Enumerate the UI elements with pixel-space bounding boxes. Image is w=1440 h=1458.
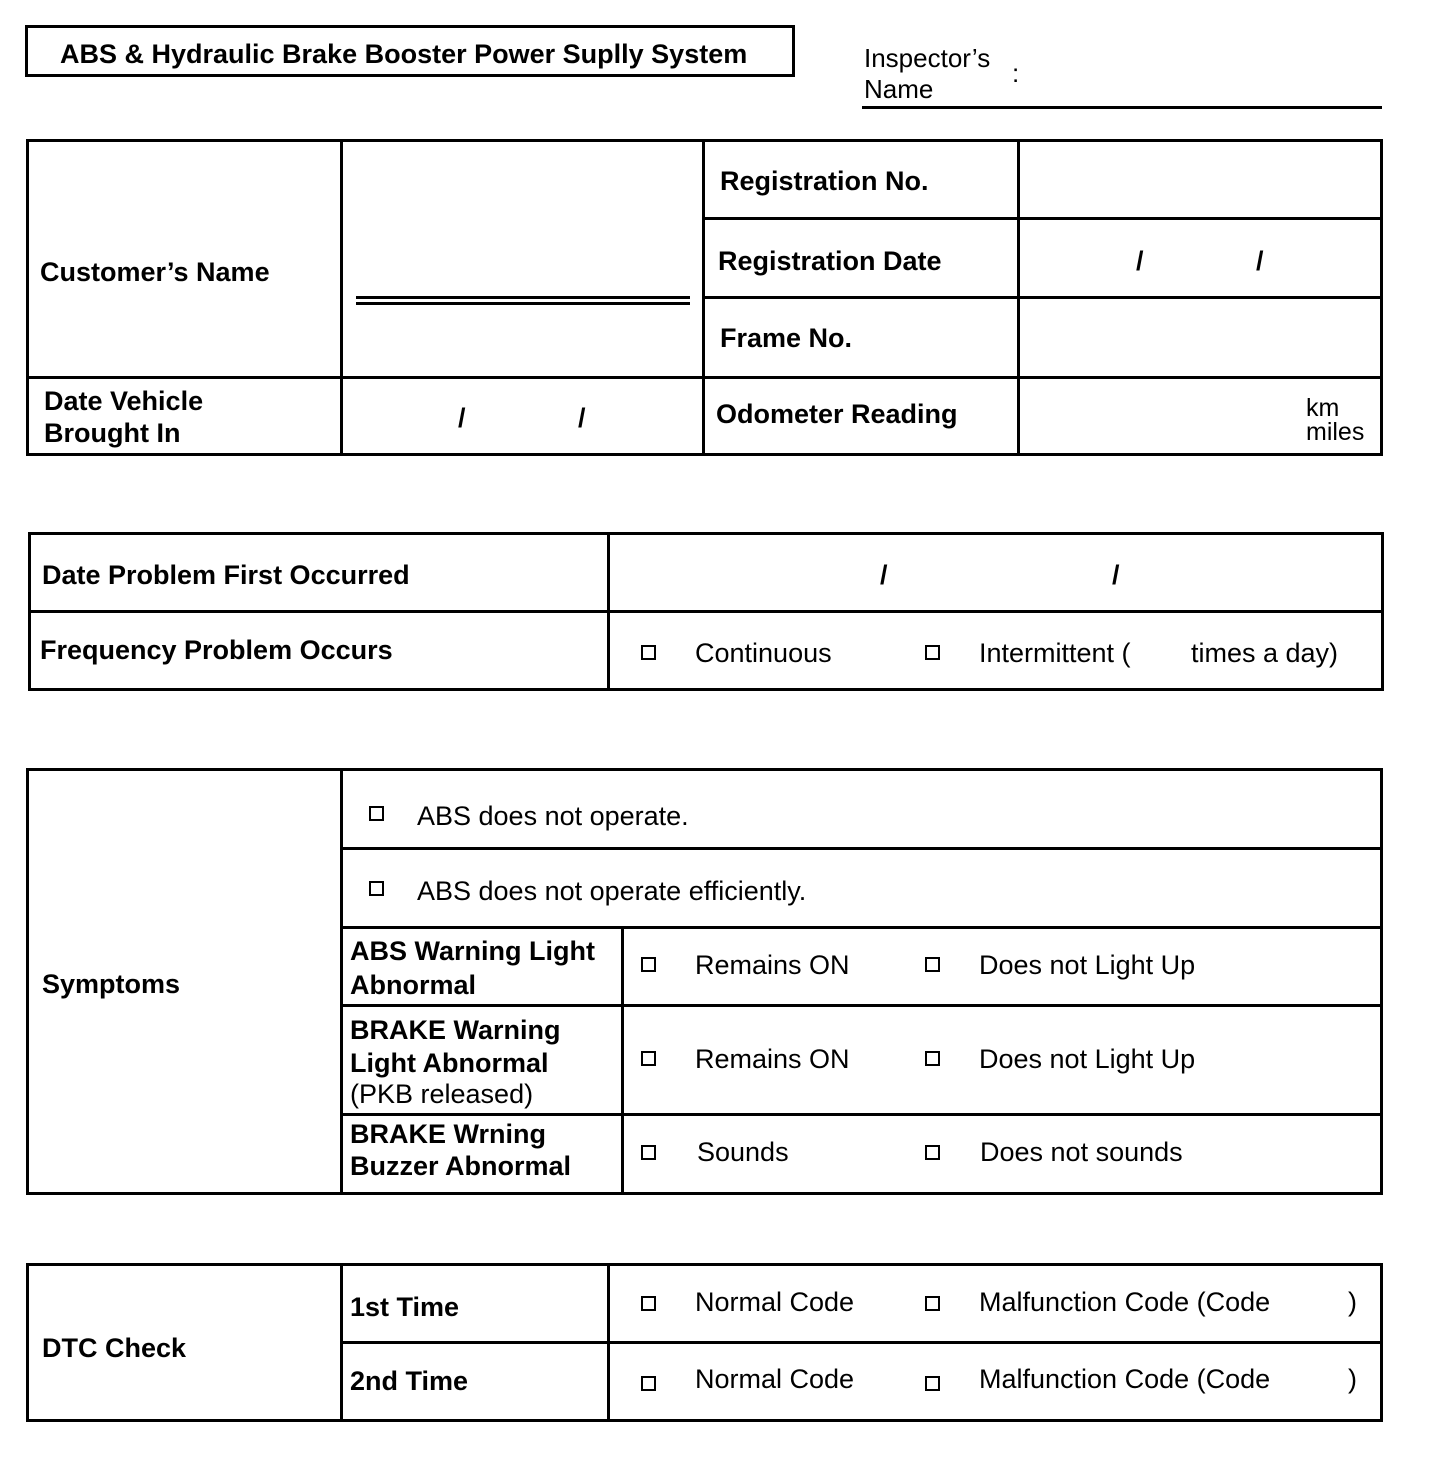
- buzzer-label-2: Buzzer Abnormal: [350, 1151, 572, 1181]
- second-normal-code-checkbox[interactable]: [641, 1376, 656, 1391]
- odometer-label: Odometer Reading: [716, 399, 958, 429]
- brake-warning-remains-on-checkbox[interactable]: [641, 1051, 656, 1066]
- first-malfunction-code-option: Malfunction Code (Code: [979, 1287, 1271, 1317]
- odometer-miles: miles: [1306, 418, 1365, 446]
- brake-warning-not-light-option: Does not Light Up: [979, 1044, 1196, 1074]
- odometer-field[interactable]: [1030, 396, 1294, 438]
- brake-warning-remains-on-option: Remains ON: [695, 1044, 850, 1074]
- second-normal-code-option: Normal Code: [695, 1364, 855, 1394]
- abs-warning-remains-on-checkbox[interactable]: [641, 957, 656, 972]
- abs-not-efficient-option: ABS does not operate efficiently.: [417, 876, 807, 906]
- abs-warning-label-2: Abnormal: [350, 970, 477, 1000]
- abs-not-efficient-checkbox[interactable]: [369, 881, 384, 896]
- second-code-close-paren: ): [1348, 1364, 1357, 1394]
- buzzer-not-sounds-option: Does not sounds: [980, 1137, 1183, 1167]
- first-code-close-paren: ): [1348, 1287, 1357, 1317]
- brake-warning-label-1: BRAKE Warning: [350, 1015, 561, 1045]
- first-code-field[interactable]: [1285, 1286, 1347, 1322]
- intermittent-checkbox[interactable]: [925, 645, 940, 660]
- customer-name-field[interactable]: [360, 258, 689, 294]
- inspector-colon: :: [1012, 58, 1020, 88]
- times-a-day-field[interactable]: [1140, 636, 1190, 674]
- frequency-label: Frequency Problem Occurs: [40, 635, 393, 665]
- frame-no-field[interactable]: [1030, 316, 1374, 358]
- inspector-underline: [862, 106, 1382, 109]
- abs-warning-not-light-checkbox[interactable]: [925, 957, 940, 972]
- buzzer-sounds-option: Sounds: [697, 1137, 789, 1167]
- second-malfunction-code-option: Malfunction Code (Code: [979, 1364, 1271, 1394]
- first-normal-code-checkbox[interactable]: [641, 1296, 656, 1311]
- date-problem-first-label: Date Problem First Occurred: [42, 560, 410, 590]
- inspector-name-field[interactable]: [1030, 68, 1374, 104]
- abs-not-operate-option: ABS does not operate.: [417, 801, 689, 831]
- continuous-checkbox[interactable]: [641, 645, 656, 660]
- second-code-field[interactable]: [1285, 1363, 1347, 1399]
- customer-name-underline: [356, 296, 690, 299]
- date-brought-in-slash-1: /: [458, 403, 466, 433]
- buzzer-sounds-checkbox[interactable]: [641, 1145, 656, 1160]
- continuous-option: Continuous: [695, 638, 832, 668]
- inspector-label-line2: Name: [864, 74, 934, 104]
- registration-no-label: Registration No.: [720, 166, 929, 196]
- symptoms-label: Symptoms: [42, 969, 181, 999]
- brake-warning-label-3: (PKB released): [350, 1079, 534, 1109]
- abs-warning-label-1: ABS Warning Light: [350, 936, 595, 966]
- date-brought-in-slash-2: /: [578, 403, 586, 433]
- form-title: ABS & Hydraulic Brake Booster Power Suplly System: [60, 39, 748, 69]
- first-normal-code-option: Normal Code: [695, 1287, 855, 1317]
- brake-warning-label-2: Light Abnormal: [350, 1048, 549, 1078]
- times-a-day-label: times a day): [1191, 638, 1339, 668]
- form-title-box: [25, 25, 795, 77]
- dtc-first-time-label: 1st Time: [350, 1292, 460, 1322]
- second-malfunction-code-checkbox[interactable]: [925, 1376, 940, 1391]
- abs-not-operate-checkbox[interactable]: [369, 806, 384, 821]
- date-problem-slash-1: /: [880, 560, 888, 590]
- registration-date-slash-1: /: [1136, 246, 1144, 276]
- brake-warning-not-light-checkbox[interactable]: [925, 1051, 940, 1066]
- dtc-second-time-label: 2nd Time: [350, 1366, 469, 1396]
- dtc-check-label: DTC Check: [42, 1333, 187, 1363]
- buzzer-not-sounds-checkbox[interactable]: [925, 1145, 940, 1160]
- inspector-label-line1: Inspector’s: [864, 43, 991, 73]
- abs-warning-remains-on-option: Remains ON: [695, 950, 850, 980]
- buzzer-label-1: BRAKE Wrning: [350, 1119, 546, 1149]
- intermittent-option: Intermittent (: [979, 638, 1131, 668]
- odometer-km: km: [1306, 394, 1340, 422]
- date-brought-in-label-1: Date Vehicle: [44, 386, 204, 416]
- first-malfunction-code-checkbox[interactable]: [925, 1296, 940, 1311]
- customer-name-label: Customer’s Name: [40, 257, 270, 287]
- registration-date-label: Registration Date: [718, 246, 942, 276]
- registration-date-slash-2: /: [1256, 246, 1264, 276]
- abs-warning-not-light-option: Does not Light Up: [979, 950, 1196, 980]
- frame-no-label: Frame No.: [720, 323, 853, 353]
- date-brought-in-label-2: Brought In: [44, 418, 181, 448]
- registration-no-field[interactable]: [1030, 160, 1374, 202]
- date-problem-slash-2: /: [1112, 560, 1120, 590]
